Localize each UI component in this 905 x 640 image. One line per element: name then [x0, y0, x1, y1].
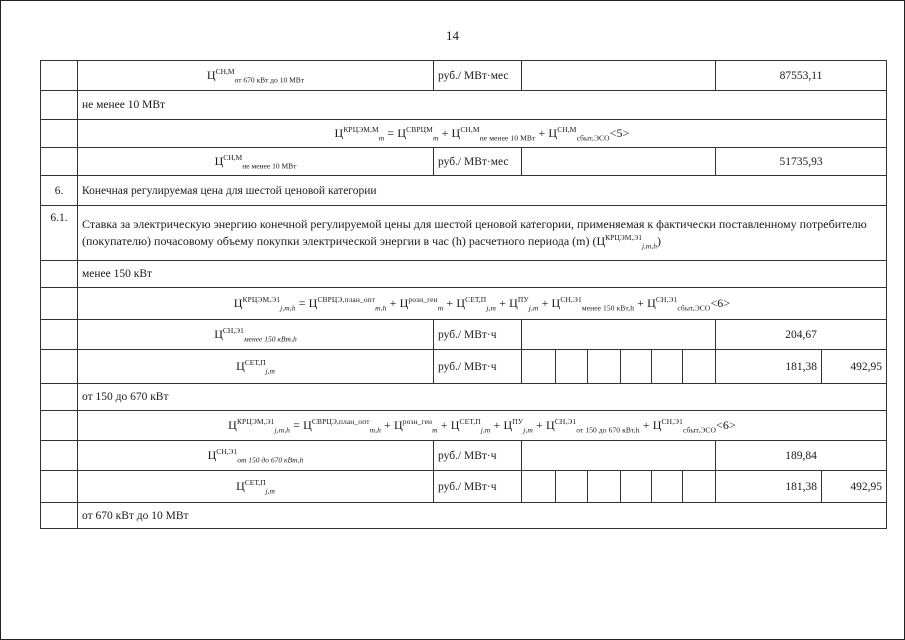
symbol-cell: $Ц^{СН,Э1}_{от 150 до 670 кВт,h}$	[78, 441, 434, 471]
num-cell	[41, 411, 78, 441]
unit-cell: руб./ МВт·ч	[434, 441, 522, 471]
tariff-table	[40, 60, 887, 529]
section-label: менее 150 кВт	[78, 261, 887, 288]
empty-cell	[588, 350, 621, 384]
empty-cell	[556, 471, 588, 503]
table-row	[41, 350, 887, 384]
table-row	[41, 503, 887, 529]
empty-cell	[522, 148, 716, 176]
num-cell	[41, 120, 78, 148]
table-row	[41, 320, 887, 350]
num-cell	[41, 148, 78, 176]
section-label: от 150 до 670 кВт	[78, 384, 887, 411]
unit-cell: руб./ МВт·ч	[434, 350, 522, 384]
table-row	[41, 206, 887, 261]
section-title: Конечная регулируемая цена для шестой ценовой категории	[78, 176, 887, 206]
empty-cell	[522, 441, 716, 471]
empty-cell	[621, 350, 652, 384]
empty-cell	[522, 471, 556, 503]
page-number: 14	[446, 28, 459, 43]
num-cell	[41, 503, 78, 529]
section-label: от 670 кВт до 10 МВт	[78, 503, 887, 529]
table-row	[41, 471, 887, 503]
empty-cell	[652, 471, 683, 503]
empty-cell	[522, 320, 716, 350]
formula: $Ц^{КРЦЭМ,Э1}_{j,m,h} = Ц^{СВРЦЭ,план\_опт}_{m,h} + Ц^{розн\_ген}_m + Ц^{СЕТ,П}_{j,m} + Ц^{ПУ}_{j,m} + Ц^{СН,Э1}_{от 150 до 670 кВт,h} + Ц^{СН,Э1}_{сбыт,ЭСО}<6>$	[78, 411, 887, 441]
num-cell	[41, 288, 78, 320]
num-cell	[41, 350, 78, 384]
empty-cell	[683, 350, 716, 384]
num-cell	[41, 441, 78, 471]
unit-cell: руб./ МВт·мес	[434, 148, 522, 176]
symbol-cell: $Ц^{СЕТ,П}_{j,m}$	[78, 350, 434, 384]
num-cell	[41, 384, 78, 411]
num-cell	[41, 320, 78, 350]
symbol-cell: $Ц^{СН,М}_{от 670 кВт до 10 МВт}$	[78, 61, 434, 91]
formula: $Ц^{КРЦЭМ,Э1}_{j,m,h} = Ц^{СВРЦЭ,план\_опт}_{m,h} + Ц^{розн\_ген}_m + Ц^{СЕТ,П}_{j,m} + Ц^{ПУ}_{j,m} + Ц^{СН,Э1}_{менее 150 кВт,h} + Ц^{СН,Э1}_{сбыт,ЭСО}<6>$	[78, 288, 887, 320]
unit-cell: руб./ МВт·ч	[434, 471, 522, 503]
table-row	[41, 261, 887, 288]
value-cell: 51735,93	[716, 148, 887, 176]
empty-cell	[652, 350, 683, 384]
num-cell	[41, 61, 78, 91]
value-cell: 492,95	[822, 471, 887, 503]
formula-row	[41, 411, 887, 441]
table-row	[41, 176, 887, 206]
num-cell: 6.	[41, 176, 78, 206]
section-description: Ставка за электрическую энергию конечной регулируемой цены для шестой ценовой категории, применяемая к фактически поставленному потребителю (покупателю) почасовому объему покупки электрической энергии в час (h) расчетного периода (m) $(Ц^{КРЦЭМ,Э1}_{j,m,h})$	[78, 206, 887, 261]
empty-cell	[556, 350, 588, 384]
formula-row	[41, 120, 887, 148]
empty-cell	[588, 471, 621, 503]
value-cell: 181,38	[716, 471, 822, 503]
empty-cell	[522, 61, 716, 91]
value-cell: 189,84	[716, 441, 887, 471]
num-cell	[41, 91, 78, 120]
formula: $Ц^{КРЦЭМ,М}_m = Ц^{СВРЦМ}_m + Ц^{СН,М}_{не менее 10 МВт} + Ц^{СН,М}_{сбыт,ЭСО}<5>$	[78, 120, 887, 148]
empty-cell	[621, 471, 652, 503]
formula-row	[41, 288, 887, 320]
table-row	[41, 384, 887, 411]
table-row	[41, 441, 887, 471]
value-cell: 492,95	[822, 350, 887, 384]
num-cell	[41, 261, 78, 288]
unit-cell: руб./ МВт·мес	[434, 61, 522, 91]
empty-cell	[522, 350, 556, 384]
symbol-cell: $Ц^{СН,Э1}_{менее 150 кВт,h}$	[78, 320, 434, 350]
table-row	[41, 91, 887, 120]
value-cell: 181,38	[716, 350, 822, 384]
empty-cell	[683, 471, 716, 503]
symbol-cell: $Ц^{СЕТ,П}_{j,m}$	[78, 471, 434, 503]
symbol-cell: $Ц^{СН,М}_{не менее 10 МВт}$	[78, 148, 434, 176]
section-label: не менее 10 МВт	[78, 91, 887, 120]
table-row	[41, 61, 887, 91]
table-row	[41, 148, 887, 176]
num-cell: 6.1.	[41, 206, 78, 261]
num-cell	[41, 471, 78, 503]
unit-cell: руб./ МВт·ч	[434, 320, 522, 350]
value-cell: 204,67	[716, 320, 887, 350]
value-cell: 87553,11	[716, 61, 887, 91]
